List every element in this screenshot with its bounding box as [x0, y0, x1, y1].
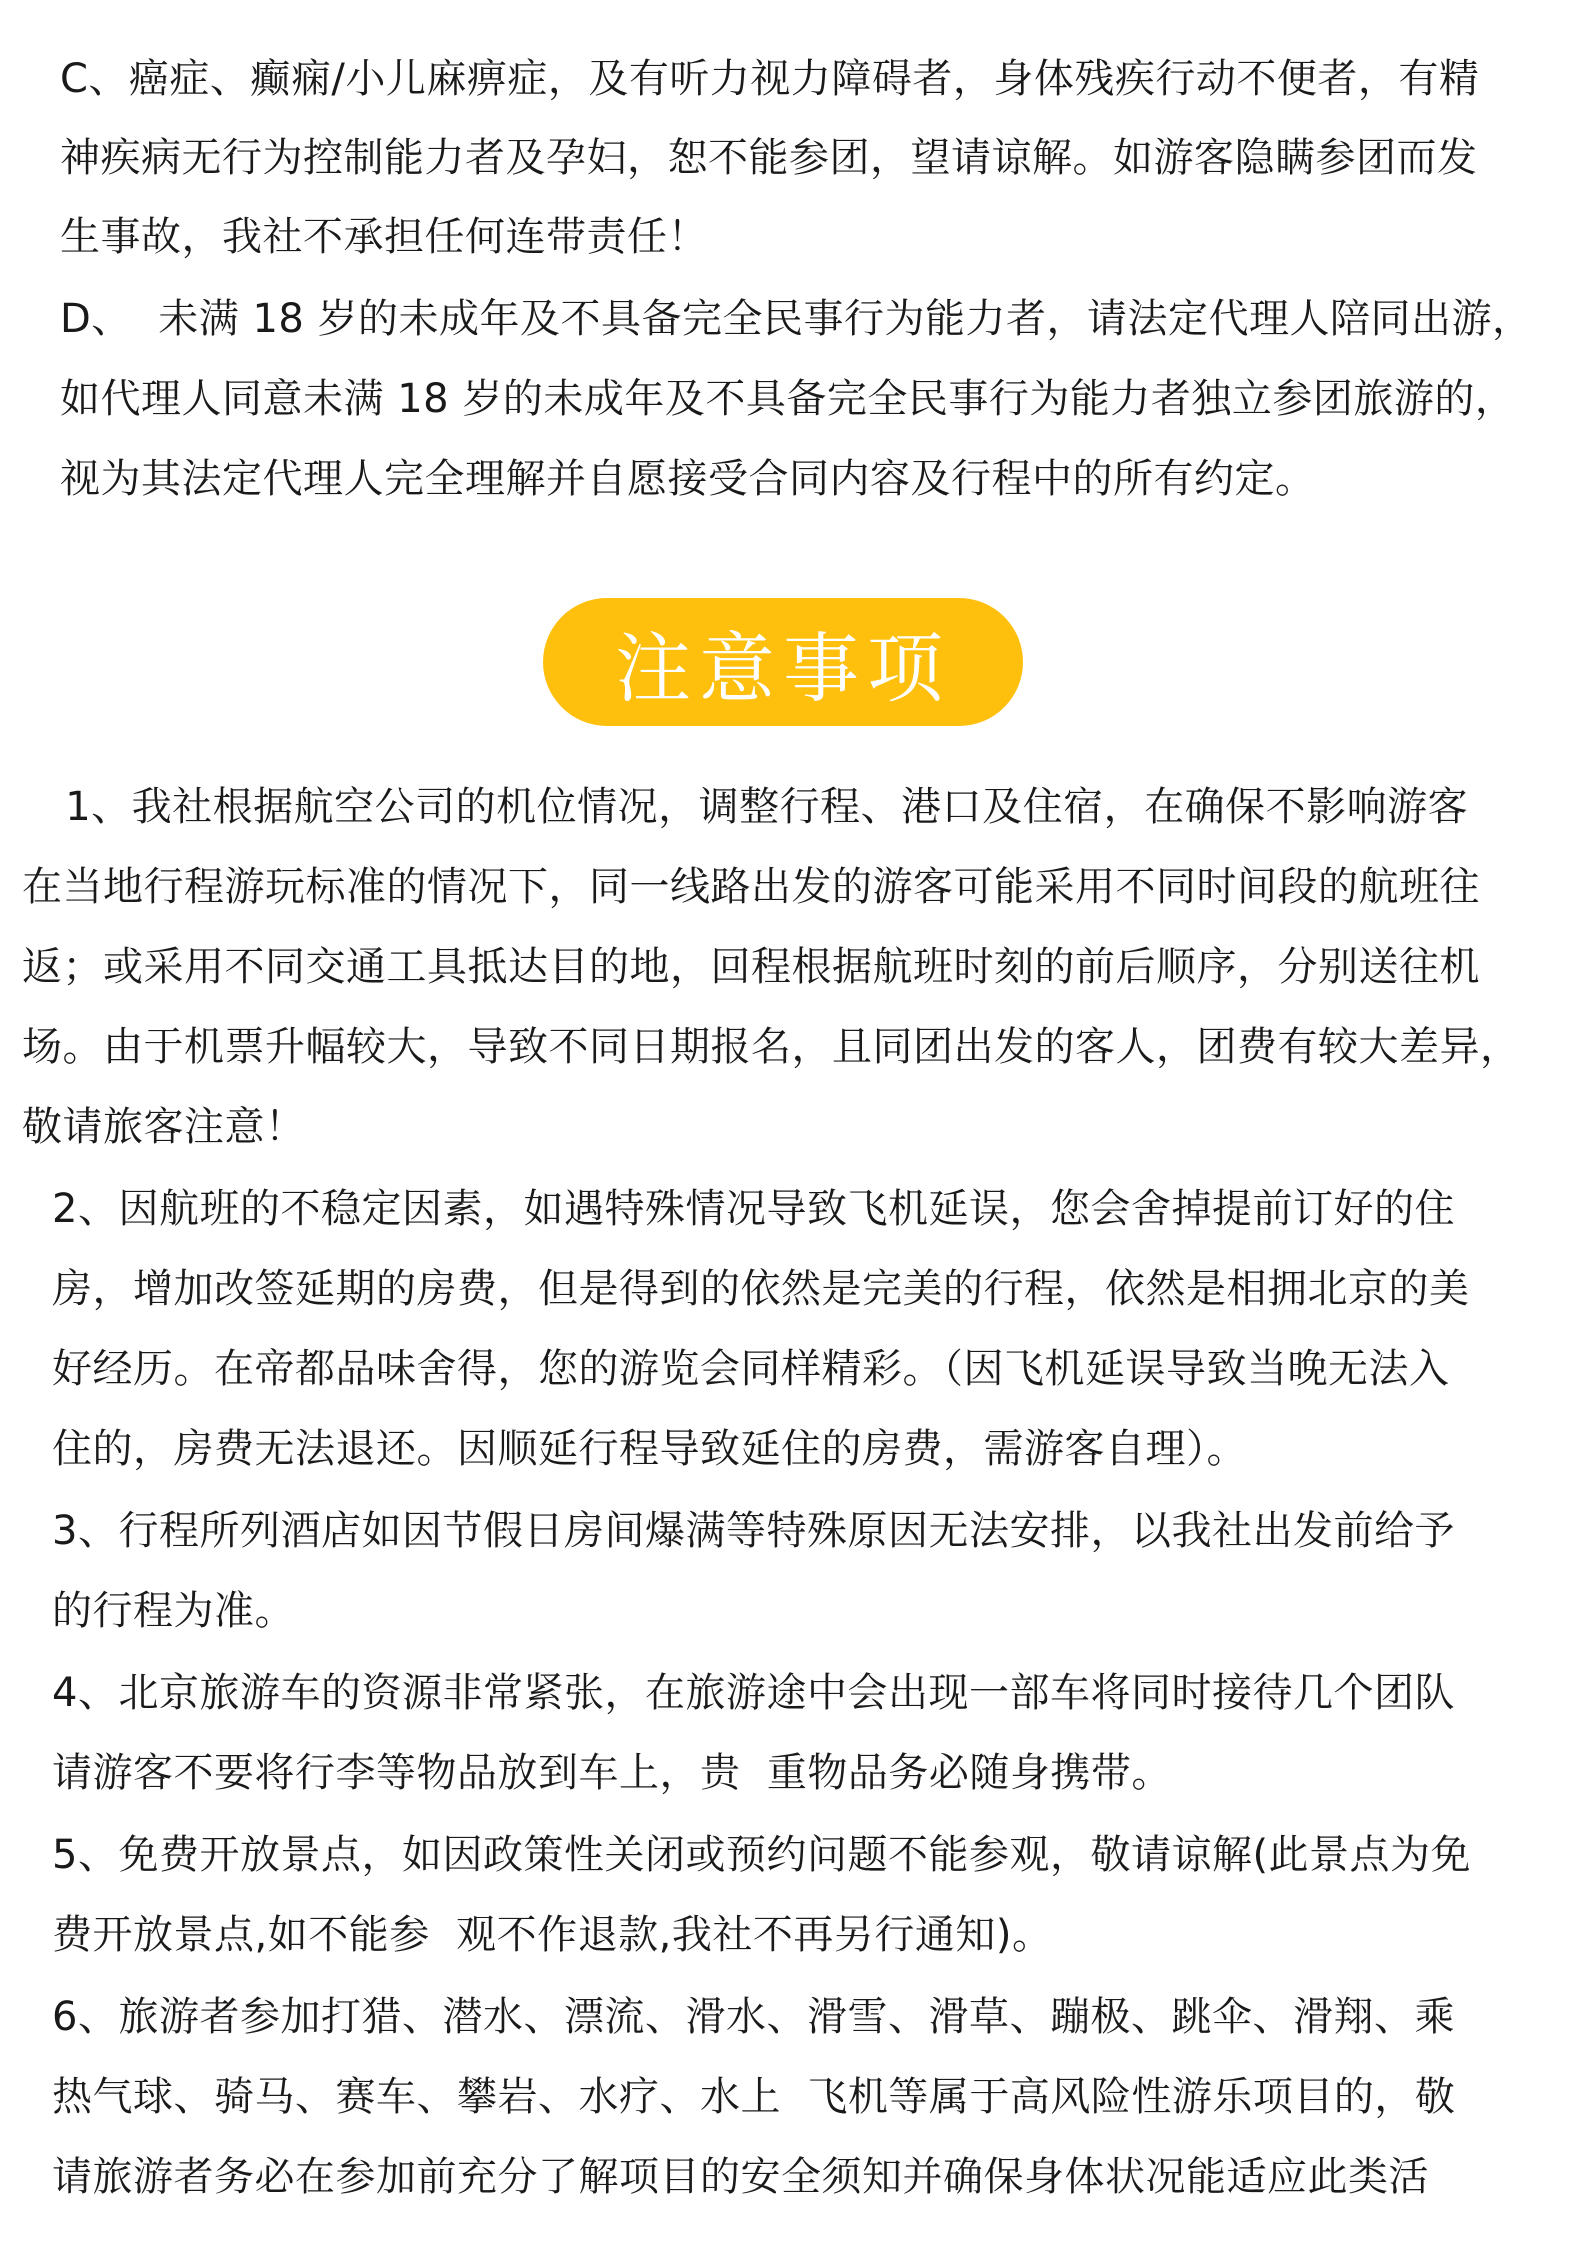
intro-line: 生事故，我社不承担任何连带责任！ [60, 214, 708, 260]
section-title: 注意事项 [615, 623, 951, 713]
notice-line: 住的，房费无法退还。因顺延行程导致延住的房费，需游客自理）。 [52, 1426, 1247, 1472]
notice-line: 2、因航班的不稳定因素，如遇特殊情况导致飞机延误，您会舍掉提前订好的住 [52, 1186, 1455, 1232]
notice-line: 6、旅游者参加打猎、潜水、漂流、滑水、滑雪、滑草、蹦极、跳伞、滑翔、乘 [52, 1994, 1455, 2040]
notice-line: 敬请旅客注意！ [22, 1104, 306, 1150]
notice-line: 3、行程所列酒店如因节假日房间爆满等特殊原因无法安排，以我社出发前给予 [52, 1508, 1455, 1554]
intro-line: C、癌症、癫痫/小儿麻痹症，及有听力视力障碍者，身体残疾行动不便者，有精 [60, 56, 1480, 102]
notice-line: 好经历。在帝都品味舍得，您的游览会同样精彩。（因飞机延误导致当晚无法入 [52, 1346, 1450, 1392]
intro-line: 视为其法定代理人完全理解并自愿接受合同内容及行程中的所有约定。 [60, 456, 1316, 502]
notice-line: 的行程为准。 [52, 1588, 295, 1634]
intro-line: D、 未满 18 岁的未成年及不具备完全民事行为能力者，请法定代理人陪同出游， [60, 296, 1533, 342]
notice-line: 返；或采用不同交通工具抵达目的地，回程根据航班时刻的前后顺序，分别送往机 [22, 944, 1480, 990]
notice-line: 请旅游者务必在参加前充分了解项目的安全须知并确保身体状况能适应此类活 [52, 2154, 1429, 2200]
intro-line: 神疾病无行为控制能力者及孕妇，恕不能参团，望请谅解。如游客隐瞒参团而发 [60, 135, 1478, 181]
notice-line: 场。由于机票升幅较大，导致不同日期报名，且同团出发的客人，团费有较大差异， [22, 1024, 1521, 1070]
notice-line: 费开放景点,如不能参 观不作退款,我社不再另行通知)。 [52, 1912, 1053, 1958]
intro-line: 如代理人同意未满 18 岁的未成年及不具备完全民事行为能力者独立参团旅游的， [60, 376, 1516, 422]
notice-line: 请游客不要将行李等物品放到车上，贵 重物品务必随身携带。 [52, 1750, 1172, 1796]
notice-line: 4、北京旅游车的资源非常紧张，在旅游途中会出现一部车将同时接待几个团队 [52, 1670, 1455, 1716]
notice-line: 在当地行程游玩标准的情况下，同一线路出发的游客可能采用不同时间段的航班往 [22, 864, 1480, 910]
notice-line: 1、我社根据航空公司的机位情况，调整行程、港口及住宿，在确保不影响游客 [52, 784, 1469, 830]
section-title-badge [543, 598, 1023, 726]
notice-line: 房，增加改签延期的房费，但是得到的依然是完美的行程，依然是相拥北京的美 [52, 1266, 1470, 1312]
notice-line: 热气球、骑马、赛车、攀岩、水疗、水上 飞机等属于高风险性游乐项目的，敬 [52, 2074, 1456, 2120]
notice-line: 5、免费开放景点，如因政策性关闭或预约问题不能参观，敬请谅解(此景点为免 [52, 1832, 1472, 1878]
